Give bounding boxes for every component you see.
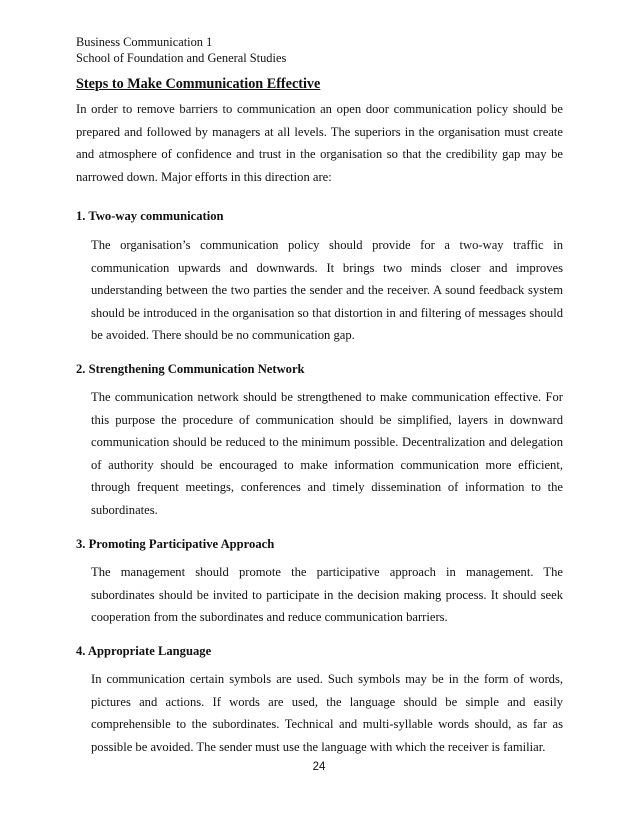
header-school-name: School of Foundation and General Studies xyxy=(76,51,287,65)
intro-paragraph: In order to remove barriers to communication an open door communication policy should be prepared and followed by managers at all levels. The superiors in the organisation must create and atmosphere of confidence and trust in the organisation so that the credibility gap may be narrowed down. Major efforts in this direction are: xyxy=(76,102,563,184)
section-body-two-way: The organisation’s communication policy should provide for a two-way traffic in communication upwards and downwards. It brings two minds closer and improves understanding between the two parties the sender and the receiver. A sound feedback system should be introduced in the organisation so that distortion in and filtering of messages should be avoided. There should be no communication gap. xyxy=(91,238,563,343)
header-course-title: Business Communication 1 xyxy=(76,35,213,49)
section-body-participative: The management should promote the participative approach in management. The subordinates should be invited to participate in the decision making process. It should seek cooperation from the subordinates and reduce communication barriers. xyxy=(91,565,563,625)
section-heading-two-way: 1. Two-way communication xyxy=(76,209,224,223)
section-heading-participative: 3. Promoting Participative Approach xyxy=(76,537,275,551)
section-body-language: In communication certain symbols are used. Such symbols may be in the form of words, pictures and actions. If words are used, the language should be simple and easily comprehensible to the subordinates. Technical and multi-syllable words should, as far as possible be avoided. The sender must use the language with which the receiver is familiar. xyxy=(91,672,563,754)
page-title: Steps to Make Communication Effective xyxy=(76,76,321,92)
section-heading-language: 4. Appropriate Language xyxy=(76,644,212,658)
section-body-network: The communication network should be strengthened to make communication effective. For this purpose the procedure of communication should be simplified, layers in downward communication should be reduced to the minimum possible. Decentralization and delegation of authority should be encouraged to make information communication more efficient, through frequent meetings, conferences and timely dissemination of information to the subordinates. xyxy=(91,390,563,517)
section-heading-network: 2. Strengthening Communication Network xyxy=(76,362,305,376)
page-header xyxy=(76,34,286,66)
page-number: 24 xyxy=(312,761,326,773)
